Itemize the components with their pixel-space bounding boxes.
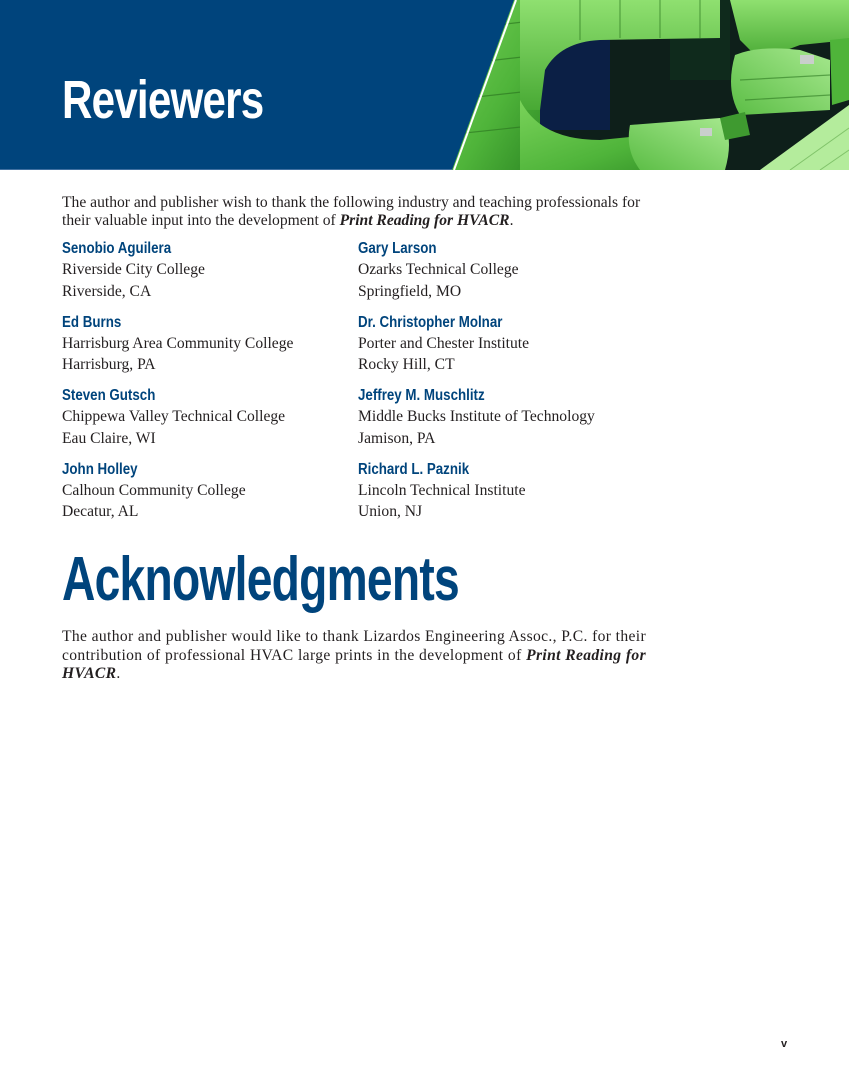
reviewer-entry	[358, 387, 654, 461]
reviewer-location: Riverside, CA	[62, 282, 152, 300]
reviewer-institution: Calhoun Community College	[62, 481, 246, 499]
ack-book-title: Print Reading for HVACR	[62, 646, 646, 682]
reviewer-location: Jamison, PA	[358, 429, 436, 447]
reviewer-name: Richard L. Paznik	[358, 460, 470, 478]
reviewer-name: Senobio Aguilera	[62, 240, 172, 257]
acknowledgments-text	[62, 628, 646, 684]
reviewer-location: Rocky Hill, CT	[358, 356, 455, 373]
reviewer-entry	[358, 314, 654, 388]
reviewer-entry	[62, 240, 358, 314]
reviewer-entry	[358, 240, 654, 314]
reviewer-entry	[358, 461, 654, 535]
reviewer-entry	[62, 387, 358, 461]
reviewer-institution: Porter and Chester Institute	[358, 334, 530, 352]
reviewer-location: Harrisburg, PA	[62, 356, 156, 373]
reviewer-institution: Middle Bucks Institute of Technology	[358, 408, 595, 425]
reviewer-location: Springfield, MO	[358, 282, 462, 300]
reviewer-institution: Lincoln Technical Institute	[358, 481, 526, 499]
reviewer-entry	[62, 461, 358, 535]
reviewer-name: Gary Larson	[358, 240, 437, 257]
reviewer-institution: Harrisburg Area Community College	[62, 334, 294, 352]
intro-text: The author and publisher wish to thank the following industry and teaching professionals for their valuable input into the development of	[62, 194, 641, 229]
reviewer-location: Eau Claire, WI	[62, 429, 156, 447]
intro-book-title: Print Reading for HVACR	[339, 211, 510, 229]
reviewers-intro	[62, 194, 652, 229]
reviewer-name: Dr. Christopher Molnar	[358, 313, 503, 331]
reviewer-institution: Riverside City College	[62, 261, 205, 278]
page-number: v	[781, 1038, 788, 1050]
reviewer-name: Steven Gutsch	[62, 387, 156, 404]
reviewer-institution: Chippewa Valley Technical College	[62, 408, 286, 425]
header-banner	[0, 0, 849, 170]
acknowledgments-heading: Acknowledgments	[62, 545, 459, 614]
ack-text-end: .	[116, 665, 121, 682]
reviewer-location: Decatur, AL	[62, 503, 139, 520]
reviewer-institution: Ozarks Technical College	[358, 261, 519, 278]
ack-text-body: The author and publisher would like to thank Lizardos Engineering Assoc., P.C. for their contribution of professional HVAC large prints in the development of	[62, 628, 646, 664]
intro-text-end: .	[509, 211, 514, 229]
reviewer-list	[62, 240, 662, 534]
reviewer-name: Jeffrey M. Muschlitz	[358, 387, 485, 404]
reviewer-name: John Holley	[62, 460, 138, 478]
reviewer-entry	[62, 314, 358, 388]
reviewer-location: Union, NJ	[358, 503, 423, 520]
page-title-reviewers: Reviewers	[62, 70, 264, 130]
reviewer-name: Ed Burns	[62, 313, 122, 331]
